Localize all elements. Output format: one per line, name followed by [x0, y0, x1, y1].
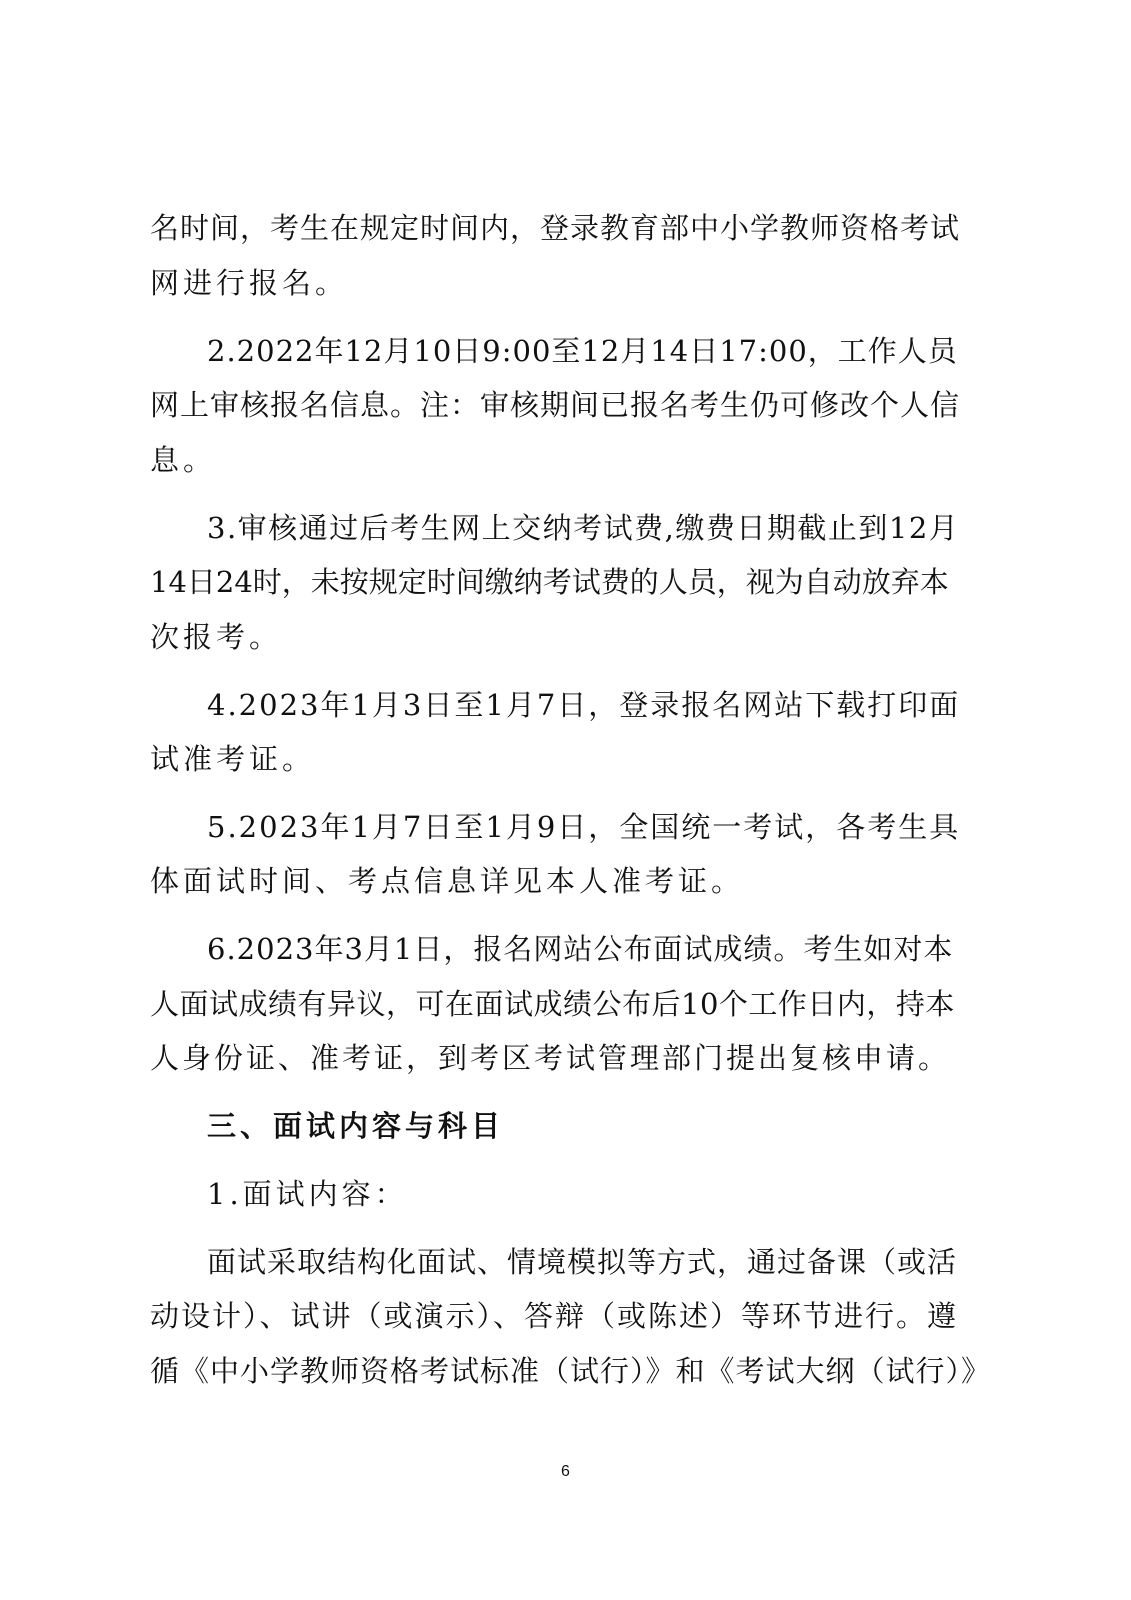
text-line: 4.2023年1月3日至1月7日，登录报名网站下载打印面	[207, 688, 961, 722]
page-number: 6	[561, 1463, 570, 1480]
text-line: 2.2022年12月10日9:00至12月14日17:00，工作人员	[207, 334, 958, 368]
text-line: 循《中小学教师资格考试标准（试行）》和《考试大纲（试行）》	[150, 1354, 992, 1388]
text-line: 3.审核通过后考生网上交纳考试费,缴费日期截止到12月	[207, 511, 960, 545]
text-line: 14日24时，未按规定时间缴纳考试费的人员，视为自动放弃本	[150, 565, 949, 599]
text-line: 动设计）、试讲（或演示）、答辩（或陈述）等环节进行。遵	[150, 1299, 959, 1333]
text-line: 5.2023年1月7日至1月9日，全国统一考试，各考生具	[207, 810, 961, 844]
text-line: 试准考证。	[150, 742, 316, 776]
text-line: 息。	[150, 443, 217, 477]
text-line: 网进行报名。	[150, 266, 349, 300]
text-line: 面试采取结构化面试、情境模拟等方式，通过备课（或活	[207, 1245, 958, 1279]
text-line: 人身份证、准考证，到考区考试管理部门提出复核申请。	[150, 1041, 951, 1075]
text-line: 网上审核报名信息。注：审核期间已报名考生仍可修改个人信	[150, 388, 961, 422]
text-line: 次报考。	[150, 620, 283, 654]
text-line: 名时间，考生在规定时间内，登录教育部中小学教师资格考试	[150, 211, 961, 245]
text-line: 6.2023年3月1日，报名网站公布面试成绩。考生如对本	[207, 932, 954, 966]
text-line: 体面试时间、考点信息详见本人准考证。	[150, 864, 745, 898]
section-heading: 三、面试内容与科目	[207, 1109, 505, 1143]
text-line: 人面试成绩有异议，可在面试成绩公布后10个工作日内，持本	[150, 987, 955, 1021]
subsection-heading: 1.面试内容：	[207, 1177, 408, 1211]
